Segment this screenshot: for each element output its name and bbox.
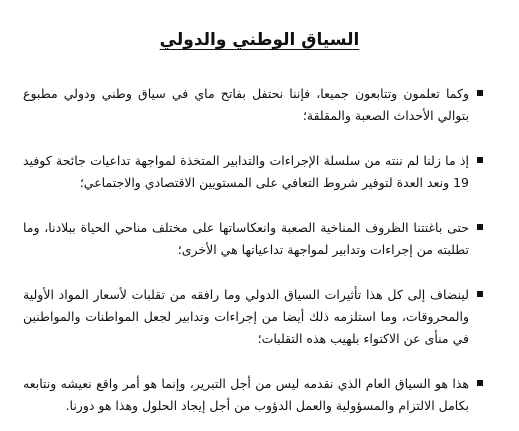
- square-bullet-icon: [477, 291, 483, 297]
- square-bullet-icon: [477, 90, 483, 96]
- list-item: [23, 150, 483, 194]
- list-item: [23, 284, 483, 350]
- paragraph-text: هذا هو السياق العام الذي نقدمه ليس من أجل التبرير، وإنما هو أمر واقع نعيشه ونتابعه بكامل الالتزام والمسؤولية والعمل الدؤوب من أجل إيجاد الحلول وهذا هو دورنا.: [23, 376, 469, 413]
- paragraph-text: حتى باغتتنا الظروف المناخية الصعبة وانعكاساتها على مختلف مناحي الحياة ببلادنا، وما تطلبته من إجراءات وتدابير لمواجهة تداعياتها هي الأخرى؛: [23, 220, 469, 257]
- list-item: [23, 217, 483, 261]
- paragraph-text: إذ ما زلنا لم ننته من سلسلة الإجراءات والتدابير المتخذة لمواجهة تداعيات جائحة كوفيد 19 ونعد العدة لتوفير شروط التعافي على المستويين الاقتصادي والاجتماعي؛: [23, 153, 469, 190]
- paragraph-text: لينضاف إلى كل هذا تأثيرات السياق الدولي وما رافقه من تقلبات لأسعار المواد الأولية والمحروقات، وما استلزمه ذلك أيضا من إجراءات وتدابير لجعل المواطنات والمواطنين في منأى عن الاكتواء بلهيب هذه التقلبات؛: [23, 287, 469, 346]
- page-title: السياق الوطني والدولي: [159, 30, 360, 50]
- square-bullet-icon: [477, 380, 483, 386]
- square-bullet-icon: [477, 157, 483, 163]
- list-item: [23, 83, 483, 127]
- list-item: [23, 373, 483, 417]
- paragraph-list: [23, 83, 483, 417]
- paragraph-text: وكما تعلمون وتتابعون جميعا، فإننا نحتفل بفاتح ماي في سياق وطني ودولي مطبوع بتوالي الأحداث الصعبة والمقلقة؛: [23, 86, 469, 123]
- square-bullet-icon: [477, 224, 483, 230]
